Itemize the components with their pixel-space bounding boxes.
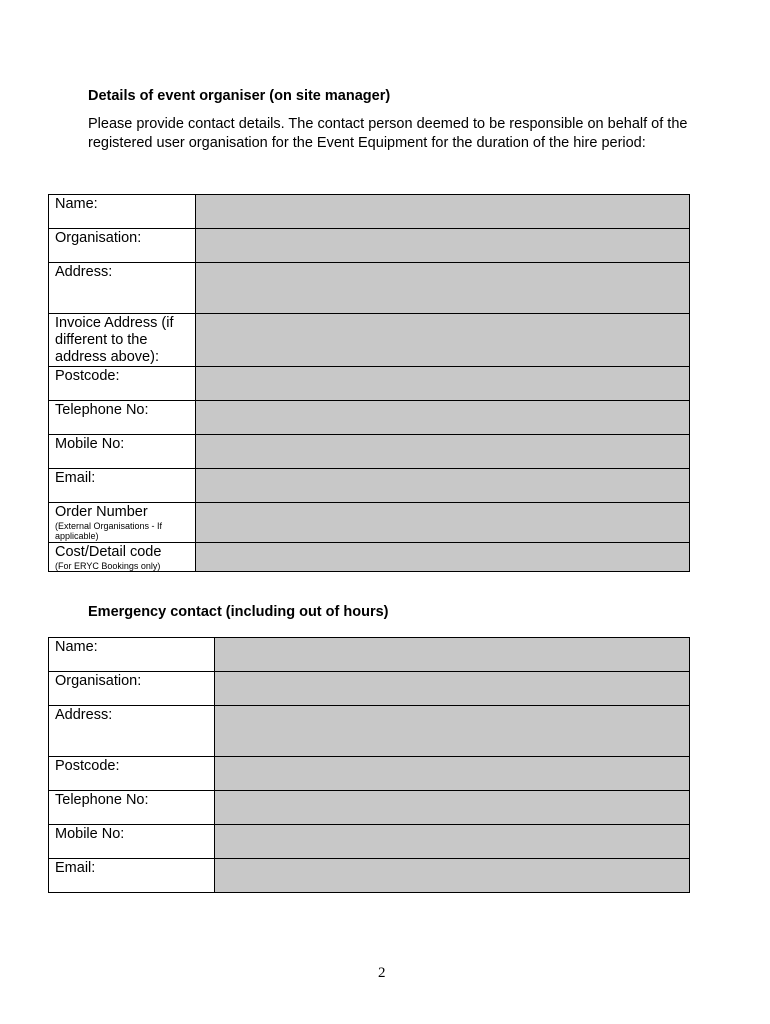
form-row-email bbox=[49, 469, 690, 503]
address-label: Address: bbox=[49, 263, 196, 314]
form-row-organisation bbox=[49, 229, 690, 263]
emergency-row-postcode bbox=[49, 757, 690, 791]
emergency-postcode-label: Postcode: bbox=[49, 757, 215, 791]
order-number-field[interactable] bbox=[196, 503, 690, 543]
page-number: 2 bbox=[378, 965, 386, 981]
form-row-name bbox=[49, 195, 690, 229]
emergency-organisation-field[interactable] bbox=[215, 672, 690, 706]
order-number-label-cell bbox=[49, 503, 196, 543]
emergency-mobile-field[interactable] bbox=[215, 825, 690, 859]
order-number-label: Order Number bbox=[55, 504, 148, 520]
emergency-organisation-label: Organisation: bbox=[49, 672, 215, 706]
mobile-label: Mobile No: bbox=[49, 435, 196, 469]
emergency-name-label: Name: bbox=[49, 638, 215, 672]
emergency-contact-form bbox=[48, 637, 690, 893]
emergency-row-organisation bbox=[49, 672, 690, 706]
event-organiser-heading: Details of event organiser (on site manager) bbox=[88, 88, 391, 104]
emergency-row-telephone bbox=[49, 791, 690, 825]
emergency-row-address bbox=[49, 706, 690, 757]
invoice-address-field[interactable] bbox=[196, 314, 690, 367]
emergency-email-field[interactable] bbox=[215, 859, 690, 893]
form-row-telephone bbox=[49, 401, 690, 435]
emergency-name-field[interactable] bbox=[215, 638, 690, 672]
form-row-order-number bbox=[49, 503, 690, 543]
order-number-note: (External Organisations - If applicable) bbox=[55, 521, 163, 541]
event-organiser-form bbox=[48, 194, 690, 572]
form-row-postcode bbox=[49, 367, 690, 401]
organisation-label: Organisation: bbox=[49, 229, 196, 263]
emergency-address-field[interactable] bbox=[215, 706, 690, 757]
email-label: Email: bbox=[49, 469, 196, 503]
cost-code-field[interactable] bbox=[196, 543, 690, 572]
emergency-telephone-label: Telephone No: bbox=[49, 791, 215, 825]
postcode-label: Postcode: bbox=[49, 367, 196, 401]
form-row-address bbox=[49, 263, 690, 314]
form-row-mobile bbox=[49, 435, 690, 469]
emergency-row-email bbox=[49, 859, 690, 893]
organisation-field[interactable] bbox=[196, 229, 690, 263]
form-row-invoice-address bbox=[49, 314, 690, 367]
email-field[interactable] bbox=[196, 469, 690, 503]
emergency-address-label: Address: bbox=[49, 706, 215, 757]
telephone-label: Telephone No: bbox=[49, 401, 196, 435]
emergency-contact-heading: Emergency contact (including out of hours) bbox=[88, 604, 389, 620]
name-field[interactable] bbox=[196, 195, 690, 229]
telephone-field[interactable] bbox=[196, 401, 690, 435]
emergency-telephone-field[interactable] bbox=[215, 791, 690, 825]
emergency-row-name bbox=[49, 638, 690, 672]
invoice-address-label: Invoice Address (if different to the address above): bbox=[49, 314, 196, 367]
cost-code-label-cell bbox=[49, 543, 196, 572]
mobile-field[interactable] bbox=[196, 435, 690, 469]
emergency-row-mobile bbox=[49, 825, 690, 859]
address-field[interactable] bbox=[196, 263, 690, 314]
emergency-email-label: Email: bbox=[49, 859, 215, 893]
emergency-mobile-label: Mobile No: bbox=[49, 825, 215, 859]
name-label: Name: bbox=[49, 195, 196, 229]
emergency-postcode-field[interactable] bbox=[215, 757, 690, 791]
cost-code-label: Cost/Detail code bbox=[55, 544, 162, 560]
cost-code-note: (For ERYC Bookings only) bbox=[55, 561, 161, 571]
form-row-cost-code bbox=[49, 543, 690, 572]
event-organiser-intro: Please provide contact details. The contact person deemed to be responsible on behalf of the registered user organisation for the Event Equipment for the duration of the hire period: bbox=[88, 116, 688, 151]
postcode-field[interactable] bbox=[196, 367, 690, 401]
